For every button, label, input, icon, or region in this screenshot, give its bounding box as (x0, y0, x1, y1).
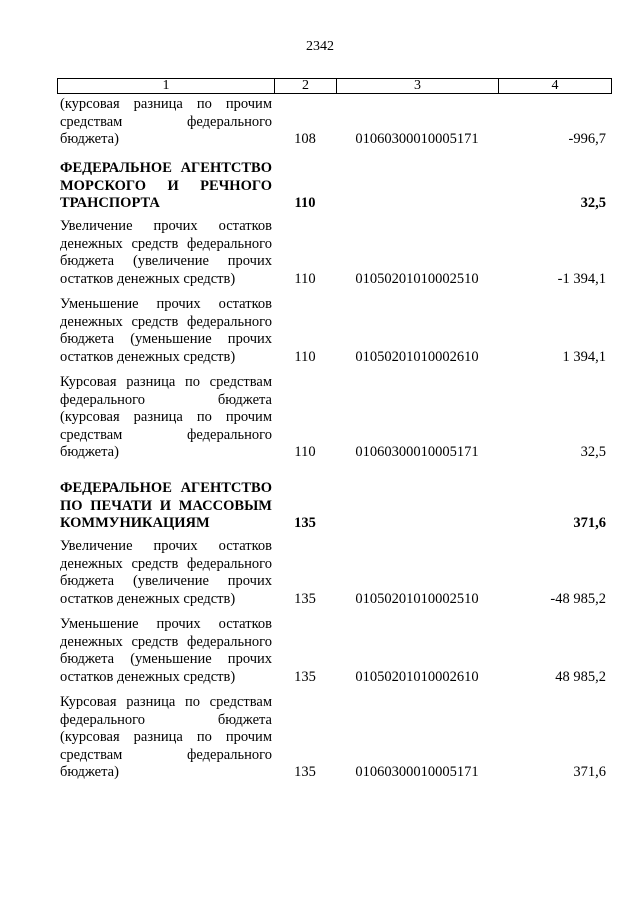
row-description-line: МОРСКОГО И РЕЧНОГО (60, 177, 272, 194)
row-description-line: (курсовая разница по прочим (60, 96, 272, 112)
row-code-chapter: 135 (294, 515, 316, 531)
row-description-line: Уменьшение прочих остатков (60, 616, 272, 632)
row-code-source: 01060300010005171 (355, 764, 479, 780)
row-code-source: 01050201010002510 (355, 590, 479, 607)
row-description-line: остатков денежных средств) (60, 590, 236, 607)
row-code-chapter: 110 (294, 270, 316, 287)
header-col-2: 2 (275, 79, 337, 93)
row-description-line: Курсовая разница по средствам (60, 694, 272, 710)
row-code-chapter: 135 (294, 668, 316, 685)
row-description-line: (курсовая разница по прочим (60, 729, 272, 745)
row-amount: 32,5 (580, 444, 606, 460)
header-col-1: 1 (58, 79, 275, 93)
row-description-line: Увеличение прочих остатков (60, 538, 272, 554)
row-amount: 48 985,2 (555, 668, 606, 685)
row-code-source: 01060300010005171 (355, 131, 479, 147)
row-description-line: бюджета (увеличение прочих (60, 573, 272, 589)
row-description (60, 480, 272, 533)
row-description (60, 694, 272, 782)
row-description-line: средствам федерального (60, 426, 272, 443)
row-description-line: Курсовая разница по средствам (60, 374, 272, 390)
row-description (60, 296, 272, 366)
row-amount: 371,6 (573, 515, 606, 531)
table-row (57, 694, 612, 782)
row-description-line: средствам федерального (60, 746, 272, 763)
row-description-line: ФЕДЕРАЛЬНОЕ АГЕНТСТВО (60, 480, 272, 496)
row-code-source: 01060300010005171 (355, 444, 479, 460)
row-code-chapter: 110 (294, 195, 316, 211)
table-row (57, 616, 612, 686)
row-description-line: ТРАНСПОРТА (60, 195, 160, 211)
row-description-line: денежных средств федерального (60, 633, 272, 650)
table-row (57, 538, 612, 608)
row-code-source: 01050201010002610 (355, 348, 479, 365)
page-number: 2342 (306, 39, 334, 54)
table-row (57, 96, 612, 149)
row-description-line: (курсовая разница по прочим (60, 409, 272, 425)
row-description (60, 218, 272, 288)
table-row (57, 374, 612, 462)
row-description-line: КОММУНИКАЦИЯМ (60, 515, 210, 531)
table-row (57, 218, 612, 288)
row-description-line: Увеличение прочих остатков (60, 218, 272, 234)
row-amount: 371,6 (573, 764, 606, 780)
row-description-line: ПО ПЕЧАТИ И МАССОВЫМ (60, 497, 272, 514)
row-code-source: 01050201010002610 (355, 668, 479, 685)
row-amount: 1 394,1 (562, 348, 606, 365)
header-col-4: 4 (551, 78, 559, 93)
row-description-line: остатков денежных средств) (60, 348, 236, 365)
header-col-3: 3 (337, 79, 499, 93)
table-row (57, 160, 612, 213)
row-description (60, 374, 272, 462)
table-header-row (57, 78, 612, 94)
row-code-chapter: 135 (294, 764, 316, 780)
table-row (57, 296, 612, 366)
row-amount: 32,5 (580, 195, 606, 211)
row-code-chapter: 110 (294, 348, 316, 365)
row-description-line: бюджета) (60, 131, 119, 147)
row-description (60, 96, 272, 149)
row-description (60, 160, 272, 213)
row-description-line: бюджета (уменьшение прочих (60, 331, 272, 347)
row-description (60, 538, 272, 608)
row-description-line: ФЕДЕРАЛЬНОЕ АГЕНТСТВО (60, 160, 272, 176)
row-description-line: денежных средств федерального (60, 235, 272, 252)
row-code-source: 01050201010002510 (355, 270, 479, 287)
row-amount: -996,7 (568, 131, 606, 147)
row-description-line: денежных средств федерального (60, 313, 272, 330)
row-code-chapter: 110 (294, 444, 316, 460)
row-code-chapter: 135 (294, 590, 316, 607)
row-description-line: федерального бюджета (60, 711, 272, 728)
row-description-line: федерального бюджета (60, 391, 272, 408)
row-amount: -1 394,1 (557, 270, 606, 287)
row-description-line: бюджета) (60, 764, 119, 780)
table-row (57, 480, 612, 533)
row-description (60, 616, 272, 686)
row-code-chapter: 108 (294, 131, 316, 147)
row-amount: -48 985,2 (550, 590, 606, 607)
row-description-line: средствам федерального (60, 113, 272, 130)
row-description-line: Уменьшение прочих остатков (60, 296, 272, 312)
row-description-line: бюджета) (60, 444, 119, 460)
row-description-line: остатков денежных средств) (60, 270, 236, 287)
row-description-line: денежных средств федерального (60, 555, 272, 572)
row-description-line: остатков денежных средств) (60, 668, 236, 685)
row-description-line: бюджета (увеличение прочих (60, 253, 272, 269)
row-description-line: бюджета (уменьшение прочих (60, 651, 272, 667)
